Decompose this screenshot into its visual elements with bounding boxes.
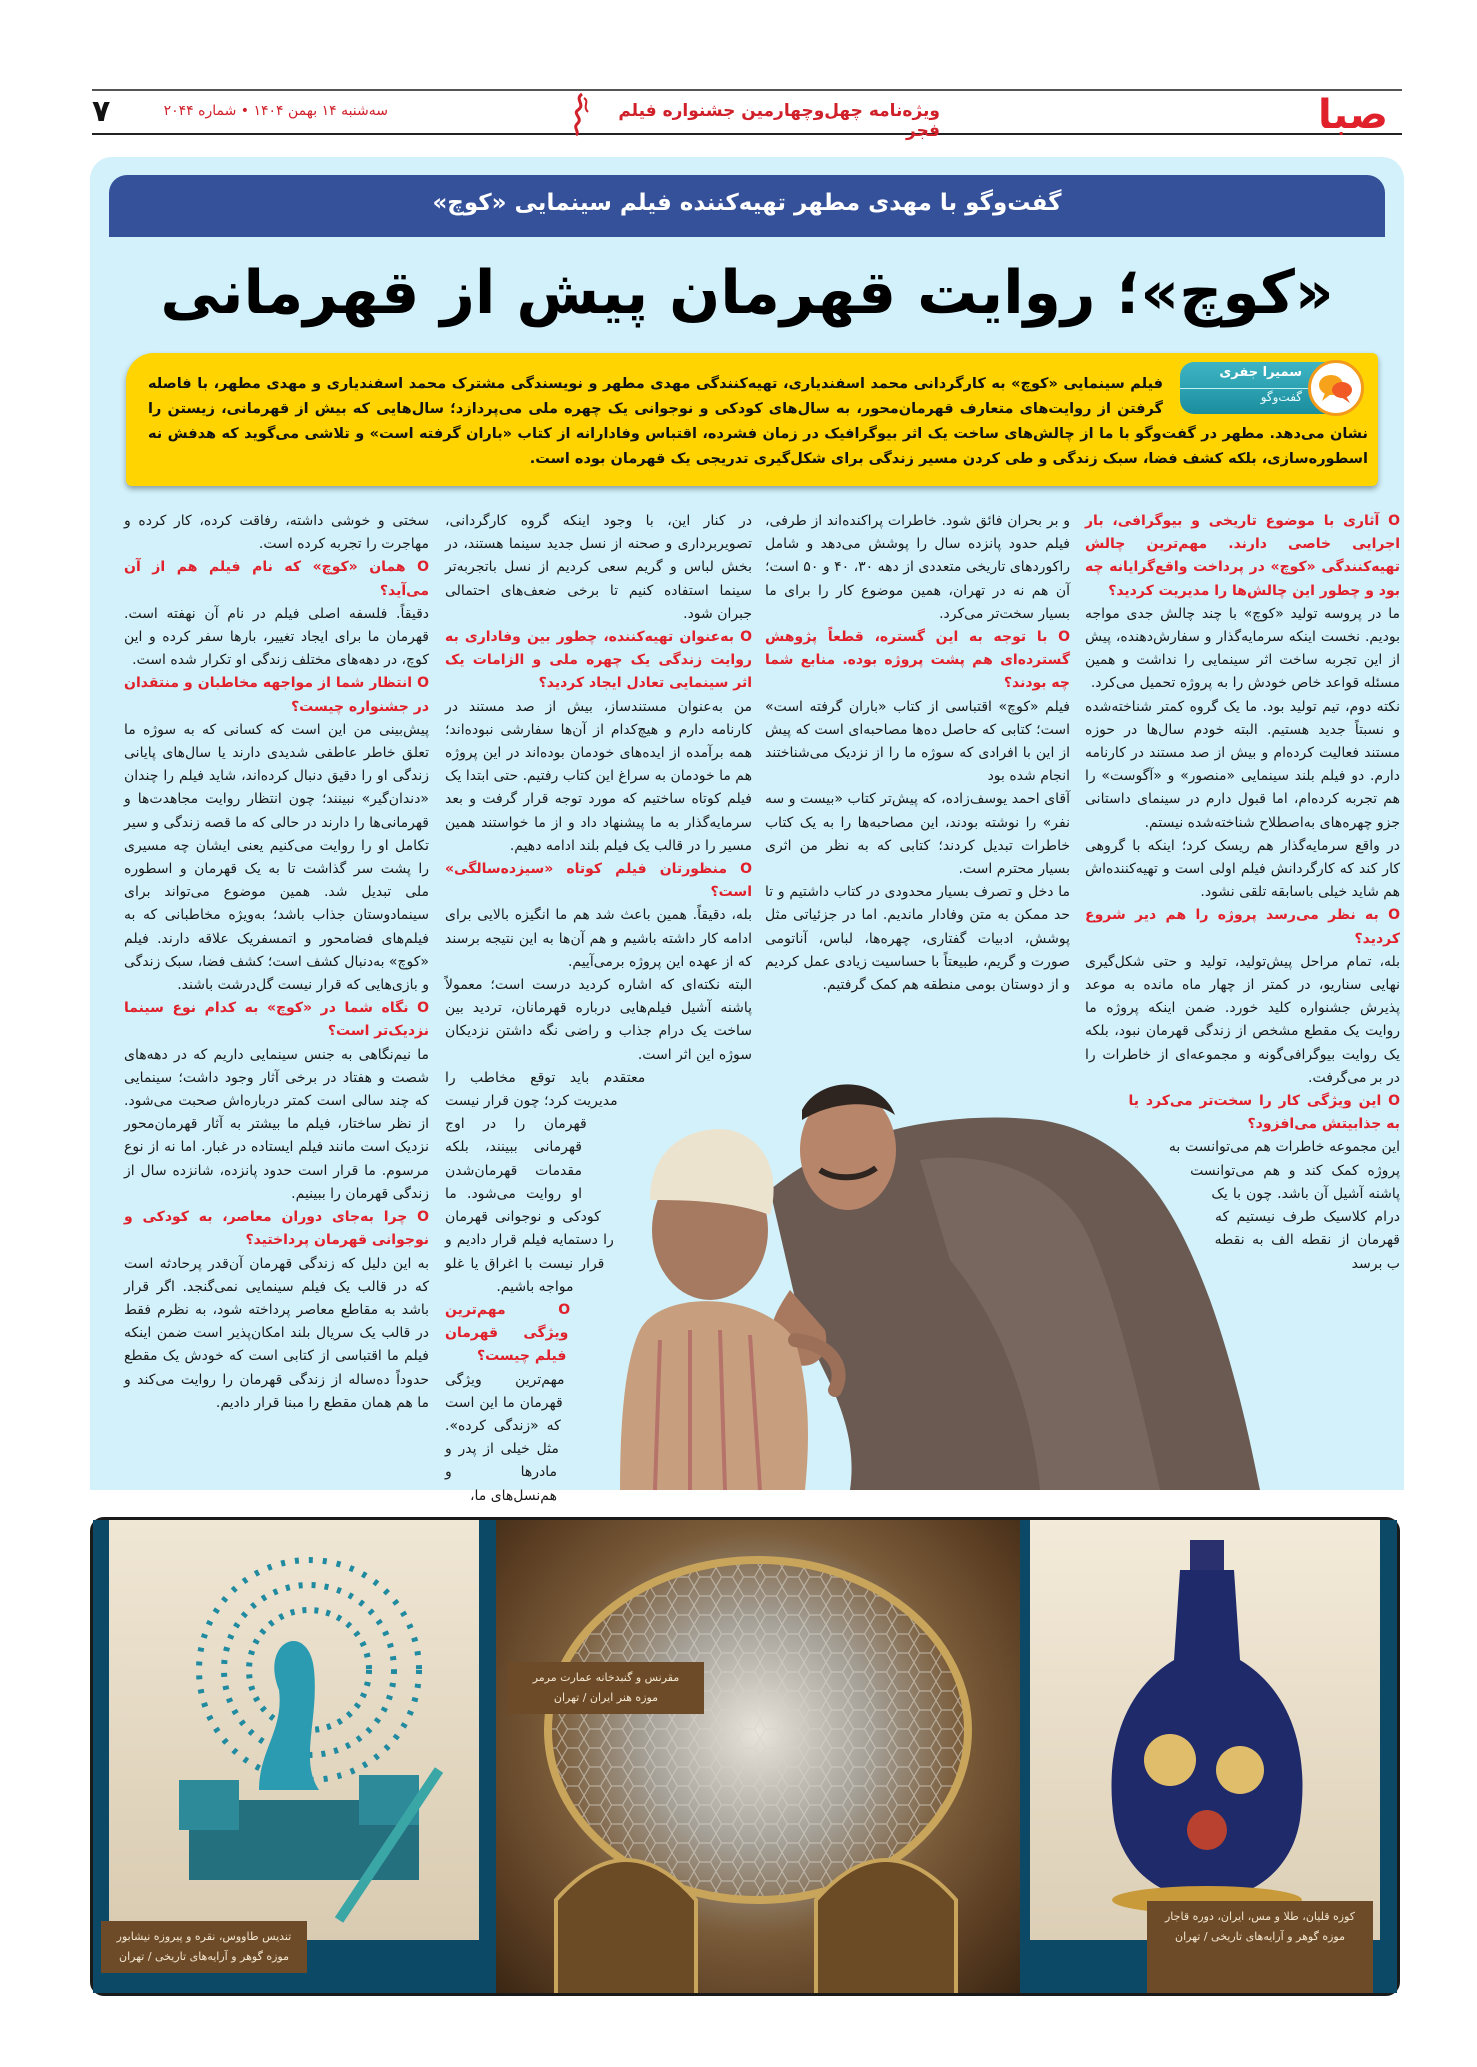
- article-column-4: [124, 510, 429, 1485]
- peacock-statue-image: [93, 1520, 486, 1993]
- festival-simorgh-icon: [568, 92, 594, 136]
- interview-answer: به این دلیل که زندگی قهرمان آن‌قدر پرحادثه است که در قالب یک فیلم سینمایی نمی‌گنجد. اگر قرار باشد به مقاطع معاصر پرداخته شود، به نظرم فقط در قالب یک سریال بلند امکان‌پذیر است ضمن اینکه فیلم ما اقتباسی از کتابی است که خودش یک مقطع حدوداً ده‌ساله از زندگی قهرمان را روایت می‌کند و ما هم همان مقطع را مبنا قرار دادیم.: [124, 1255, 429, 1411]
- interview-answer: من به‌عنوان مستندساز، بیش از صد مستند در کارنامه دارم و هیچ‌کدام از آن‌ها سفارشی نبوده‌اند؛ همه برآمده از ایده‌های خودمان بوده‌اند در این پروژه هم ما خودمان به سراغ این کتاب رفتیم. حتی ابتدا یک فیلم کوتاه ساختیم که مورد توجه قرار گرفت و بعد سرمایه‌گذار به ما پیشنهاد داد و از ما خواستند همین مسیر را در قالب یک فیلم بلند ادامه دهیم.: [445, 698, 752, 854]
- article-column-3: [445, 510, 752, 1504]
- article-column-1: [1085, 510, 1400, 1485]
- interview-question: O آثاری با موضوع تاریخی و بیوگرافی، بار اجرایی خاصی دارند. مهم‌ترین چالش تهیه‌کنندگی «کوچ» در پرداخت واقع‌گرایانه چه بود و چطور این چالش‌ها را مدیریت کردید؟: [1085, 510, 1400, 603]
- byline-badge: [1178, 362, 1364, 414]
- special-edition-title: ویژه‌نامه چهل‌وچهارمین جشنواره فیلم فجر: [618, 101, 940, 141]
- interview-answer: بله، تمام مراحل پیش‌تولید، تولید و حتی شکل‌گیری نهایی سناریو، در کمتر از چهار ماه مانده به موعد پذیرش جشنواره کلید خورد. ضمن اینکه پروژه ما روایت یک مقطع مشخص از زندگی قهرمان نبود، بلکه یک روایت بیوگرافی‌گونه و مجموعه‌ای از خاطرات را در بر می‌گرفت.: [1085, 953, 1400, 1086]
- interview-answer: در کنار این، با وجود اینکه گروه کارگردانی، تصویربرداری و صحنه از نسل جدید سینما هستند، در بخش لباس و گریم سعی کردیم از نسل باتجربه‌تر سینما استفاده کنیم تا برخی ضعف‌های احتمالی جبران شود.: [445, 513, 752, 622]
- interview-answer: البته نکته‌ای که اشاره کردید درست است؛ معمولاً پاشنه آشیل فیلم‌هایی درباره قهرمانان، تردید بین ساخت یک درام جذاب و راضی نگه داشتن نزدیکان سوژه این اثر است.: [445, 977, 752, 1063]
- caption-title: تندیس طاووس، نقره و پیروزه نیشابور: [116, 1930, 292, 1943]
- interview-answer: دقیقاً. فلسفه اصلی فیلم در نام آن نهفته است. قهرمان ما برای ایجاد تغییر، بارها سفر کرده و این کوچ، در دهه‌های مختلف زندگی او تکرار شده است.: [124, 605, 429, 669]
- caption-museum: موزه گوهر و آرایه‌های تاریخی / تهران: [119, 1950, 289, 1963]
- caption-title: مقرنس و گنبدخانه عمارت مرمر: [532, 1671, 680, 1684]
- byline-role: گفت‌وگو: [1260, 390, 1302, 404]
- interview-question: O به نظر می‌رسد پروژه را هم دیر شروع کردید؟: [1085, 904, 1400, 950]
- caption-museum: موزه هنر ایران / تهران: [553, 1691, 659, 1704]
- article-column-2: [765, 510, 1070, 1485]
- interview-question: O نگاه شما در «کوچ» به کدام نوع سینما نزدیک‌تر است؟: [124, 997, 429, 1043]
- qajar-vase-image: [1030, 1520, 1397, 1993]
- page-number: ۷: [92, 94, 111, 129]
- interview-question: O انتظار شما از مواجهه مخاطبان و منتقدان در جشنواره چیست؟: [124, 672, 429, 718]
- newspaper-logo[interactable]: صبا: [1318, 92, 1388, 138]
- interview-answer: نکته دوم، تیم تولید بود. ما یک گروه کمتر شناخته‌شده و نسبتاً جدید هستیم. البته خودم سال‌ها در حوزه مستند فعالیت کرده‌ام و بیش از صد مستند در کارنامه دارم. دو فیلم بلند سینمایی «منصور» و «آگوست» را هم تجربه کرده‌ام، اما قبول دارم در سینمای داستانی جزو چهره‌های به‌اصطلاح شناخته‌شده نیستم.: [1085, 698, 1400, 831]
- museum-gallery-strip: [90, 1517, 1400, 1996]
- caption-title: کوزه قلیان، طلا و مس، ایران، دوره قاجار: [1165, 1910, 1355, 1923]
- interview-answer: آقای احمد یوسف‌زاده، که پیش‌تر کتاب «بیست و سه نفر» را نوشته بودند، این مصاحبه‌ها را به یک کتاب خاطرات تبدیل کردند؛ کتابی که به نظر من اثری بسیار محترم است.: [765, 791, 1070, 878]
- gallery-caption-2: [508, 1662, 704, 1714]
- author-name: سمیرا جفری: [1219, 365, 1302, 380]
- interview-answer: سختی و خوشی داشته، رفاقت کرده، کار کرده و مهاجرت را تجربه کرده است.: [124, 513, 429, 553]
- interview-question: O منظورتان فیلم کوتاه «سیزده‌سالگی» است؟: [445, 858, 752, 904]
- interview-answer: این مجموعه خاطرات هم می‌توانست به پروژه کمک کند و هم می‌توانست پاشنه آشیل آن باشد. چون با یک درام کلاسیک طرف نیستیم که قهرمان از نقطه الف به نقطه ب برسد: [1168, 1139, 1400, 1272]
- interview-answer: ما دخل و تصرف بسیار محدودی در کتاب داشتیم و تا حد ممکن به متن وفادار ماندیم. اما در جزئیاتی مثل پوشش، ادبیات گفتاری، چهره‌ها، لباس، آناتومی صورت و گریم، طبیعتاً با حساسیت زیادی عمل کردیم و از دوستان بومی منطقه هم کمک گرفتیم.: [765, 884, 1070, 994]
- photo-wrap-shape: [552, 1080, 752, 1485]
- interview-answer: و بر بحران فائق شود. خاطرات پراکنده‌اند از طرفی، فیلم حدود پانزده سال را پوشش می‌دهد و شامل راکوردهای تاریخی متعددی از دهه ۳۰، ۴۰ و ۵۰ است؛ آن هم نه در تهران، همین موضوع کار را برای ما بسیار سخت‌تر می‌کرد.: [765, 513, 1070, 622]
- article-lead: فیلم سینمایی «کوچ» به کارگردانی محمد اسفندیاری، تهیه‌کنندگی مهدی مطهر و نویسندگی مشترک محمد اسفندیاری و مهدی مطهر، با فاصله گرفتن از روایت‌های متعارف قهرمان‌محور، به سال‌های کودکی و نوجوانی یک چهره ملی می‌پردازد؛ سال‌هایی که بیش از قهرمانی، زیستن را نشان می‌دهد. مطهر در گفت‌وگو با ما از چالش‌های ساخت یک اثر بیوگرافیک در زمان فشرده، اقتباس وفادارانه از کتاب «باران گرفته است» و تلاشی می‌گوید که هدفش نه اسطوره‌سازی، بلکه کشف فضا، سبک زندگی و طی کردن مسیر زندگی برای شکل‌گیری تدریجی یک قهرمان بوده است.: [148, 376, 1368, 467]
- photo-wrap-shape: [1085, 1070, 1220, 1485]
- interview-answer: فیلم «کوچ» اقتباسی از کتاب «باران گرفته است» است؛ کتابی که حاصل ده‌ها مصاحبه‌ای است که پیش از این با افرادی که سوژه ما را از نزدیک می‌شناختند انجام شده بود: [765, 698, 1070, 785]
- interview-answer: معتقدم باید توقع مخاطب را مدیریت کرد؛ چون قرار نیست قهرمان را در اوج قهرمانی ببینند، بلکه مقدمات قهرمان‌شدن او روایت می‌شود. ما کودکی و نوجوانی قهرمان را دستمایه فیلم قرار دادیم و قرار نیست با اغراق یا غلو مواجه باشیم.: [445, 1069, 646, 1295]
- gallery-caption-1: [101, 1921, 307, 1973]
- article-kicker: گفت‌وگو با مهدی مطهر تهیه‌کننده فیلم سینمایی «کوچ»: [432, 190, 1062, 216]
- interview-answer: در واقع سرمایه‌گذار هم ریسک کرد؛ اینکه با گروهی کار کند که کارگردانش فیلم اولی است و تهیه‌کننده‌اش هم شاید خیلی باسابقه تلقی نشود.: [1085, 837, 1400, 901]
- interview-question: O با توجه به این گستره، قطعاً پژوهش گسترده‌ای هم پشت پروژه بوده. منابع شما چه بودند؟: [765, 626, 1070, 696]
- interview-answer: ما نیم‌نگاهی به جنس سینمایی داریم که در دهه‌های شصت و هفتاد در برخی آثار وجود داشت؛ سینمایی که چند سالی است کمتر درباره‌اش صحبت می‌شود. از نظر ساختار، فیلم ما بیشتر به آثار قهرمان‌محور نزدیک است مانند فیلم ایستاده در غبار. اما نه از نوع مرسوم. ما قرار است حدود پانزده، شانزده سال از زندگی قهرمان را ببینیم.: [124, 1046, 429, 1202]
- interview-question: O مهم‌ترین ویژگی قهرمان فیلم چیست؟: [445, 1299, 752, 1369]
- interview-question: O این ویژگی کار را سخت‌تر می‌کرد یا به جذابیتش می‌افزود؟: [1085, 1090, 1400, 1136]
- top-rule: [92, 89, 1402, 91]
- issue-date-number: سه‌شنبه ۱۴ بهمن ۱۴۰۴ • شماره ۲۰۴۴: [163, 103, 388, 119]
- interview-answer: ما در پروسه تولید «کوچ» با چند چالش جدی مواجه بودیم. نخست اینکه سرمایه‌گذار و سفارش‌دهنده، پیش از این تجربه ساخت اثر سینمایی را نداشت و همین مسئله قواعد خاص خودش را به پروژه تحمیل می‌کرد.: [1085, 605, 1400, 692]
- caption-museum: موزه گوهر و آرایه‌های تاریخی / تهران: [1175, 1930, 1345, 1943]
- interview-question: O همان «کوچ» که نام فیلم هم از آن می‌آید؟: [124, 556, 429, 602]
- interview-answer: مهم‌ترین ویژگی قهرمان ما این است که «زندگی کرده». مثل خیلی از پدر و مادرها و هم‌نسل‌های ما،: [445, 1371, 565, 1504]
- interview-answer: بله، دقیقاً. همین باعث شد هم ما انگیزه بالایی برای ادامه کار داشته باشیم و هم آن‌ها به این نتیجه برسند که از عهده این پروژه برمی‌آییم.: [445, 907, 752, 970]
- dome-interior-image: [496, 1520, 1020, 1993]
- interview-question: O چرا به‌جای دوران معاصر، به کودکی و نوجوانی قهرمان پرداختید؟: [124, 1206, 429, 1252]
- interview-answer: پیش‌بینی من این است که کسانی که به سوژه ما تعلق خاطر عاطفی شدیدی دارند یا سال‌های پایانی زندگی او را دقیق دنبال کرده‌اند، شاید فیلم را چندان «دندان‌گیر» نبینند؛ چون انتظار روایت مجاهدت‌ها و قهرمانی‌ها را دارند در حالی که ما قصه زندگی و سیر تکامل او را روایت می‌کنیم یعنی ایشان چه مسیری را پشت سر گذاشت تا به یک قهرمان و اسطوره ملی تبدیل شد. همین موضوع می‌تواند برای سینمادوستان جذاب باشد؛ به‌ویژه مخاطبانی که به فیلم‌های فضامحور و اتمسفریک علاقه دارند. فیلم «کوچ» به‌دنبال کشف است؛ کشف فضا، سبک زندگی و بازی‌هایی که قرار نیست گل‌درشت باشند.: [124, 721, 429, 994]
- speech-bubbles-icon: [1308, 360, 1364, 416]
- article-headline: «کوچ»؛ روایت قهرمان پیش از قهرمانی: [160, 258, 1334, 328]
- interview-question: O به‌عنوان تهیه‌کننده، چطور بین وفاداری به روایت زندگی یک چهره ملی و الزامات یک اثر سینمایی تعادل ایجاد کردید؟: [445, 626, 752, 696]
- gallery-caption-3: [1147, 1901, 1373, 1993]
